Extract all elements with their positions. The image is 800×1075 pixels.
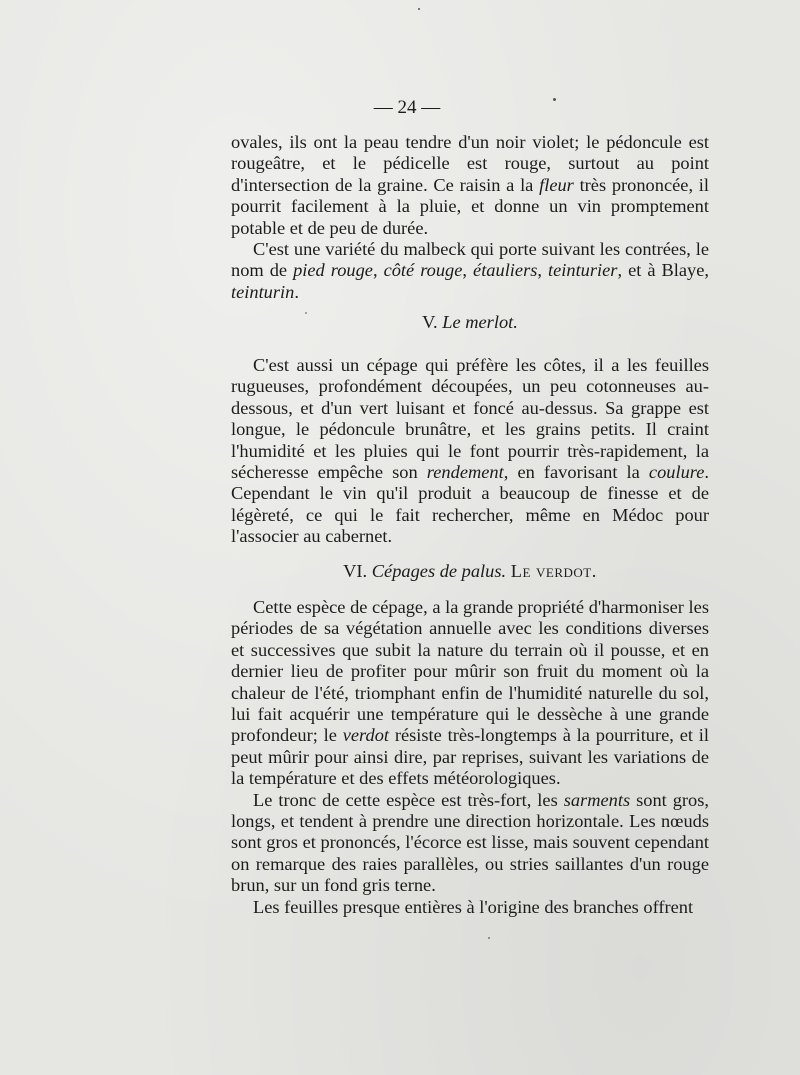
paragraph-malbeck-names: C'est une variété du malbeck qui porte suivant les contrées, le nom de pied rouge, côté rouge, étauliers, teinturier, et à Blaye, teinturin.: [231, 239, 710, 302]
ink-speck: [553, 98, 556, 101]
ink-speck: [305, 312, 307, 314]
paragraph-malbeck-description: ovales, ils ont la peau tendre d'un noir violet; le pédoncule est rougeâtre, et le pédicelle est rouge, surtout au point d'intersection de la graine. Ce raisin a la fleur très prononcée, il pourrit facilement à la pluie, et donne un vin promptement potable et de peu de durée.: [231, 132, 709, 238]
ink-speck: [418, 8, 420, 10]
paragraph-verdot-properties: Cette espèce de cépage, a la grande propriété d'harmoniser les périodes de sa végétation annuelle avec les conditions diverses et successives que subit la nature du terrain où il pousse, et en dernier lieu de profiter pour mûrir son fruit du moment où la chaleur de l'été, triomphant enfin de l'humidité naturelle du sol, lui fait acquérir une température qui le dessèche à une grande profondeur; le verdot résiste très-longtemps à la pourriture, et il peut mûrir pour ainsi dire, par reprises, suivant les variations de la température et des effets météorologiques.: [231, 597, 709, 789]
paragraph-merlot: C'est aussi un cépage qui préfère les côtes, il a les feuilles rugueuses, profondément découpées, un peu cotonneuses au-dessous, et d'un vert luisant et foncé au-dessus. Sa grappe est longue, le pédoncule brunâtre, et les grains petits. Il craint l'humidité et les pluies qui le font pourrir très-rapidement, la sécheresse empêche son rendement, en favorisant la coulure. Cependant le vin qu'il produit a beaucoup de finesse et de légèreté, ce qui le fait rechercher, même en Médoc pour l'associer au cabernet.: [231, 355, 710, 547]
text-block-verdot: [231, 597, 709, 918]
text-block-merlot: [231, 355, 709, 548]
paragraph-verdot-trunk: Le tronc de cette espèce est très-fort, les sarments sont gros, longs, et tendent à prendre une direction horizontale. Les nœuds sont gros et prononcés, l'écorce est lisse, mais souvent cependant on remarque des raies parallèles, ou stries saillantes d'un rouge brun, sur un fond gris terne.: [231, 789, 709, 896]
ink-speck: [488, 937, 490, 939]
text-block-malbeck: [231, 132, 709, 303]
page-number: — 24 —: [373, 97, 441, 118]
paragraph-verdot-leaves: Les feuilles presque entières à l'origine des branches offrent: [253, 896, 694, 917]
section-heading-merlot: V. Le merlot.: [422, 312, 518, 332]
section-heading-verdot: VI. Cépages de palus. Le verdot.: [343, 561, 597, 581]
